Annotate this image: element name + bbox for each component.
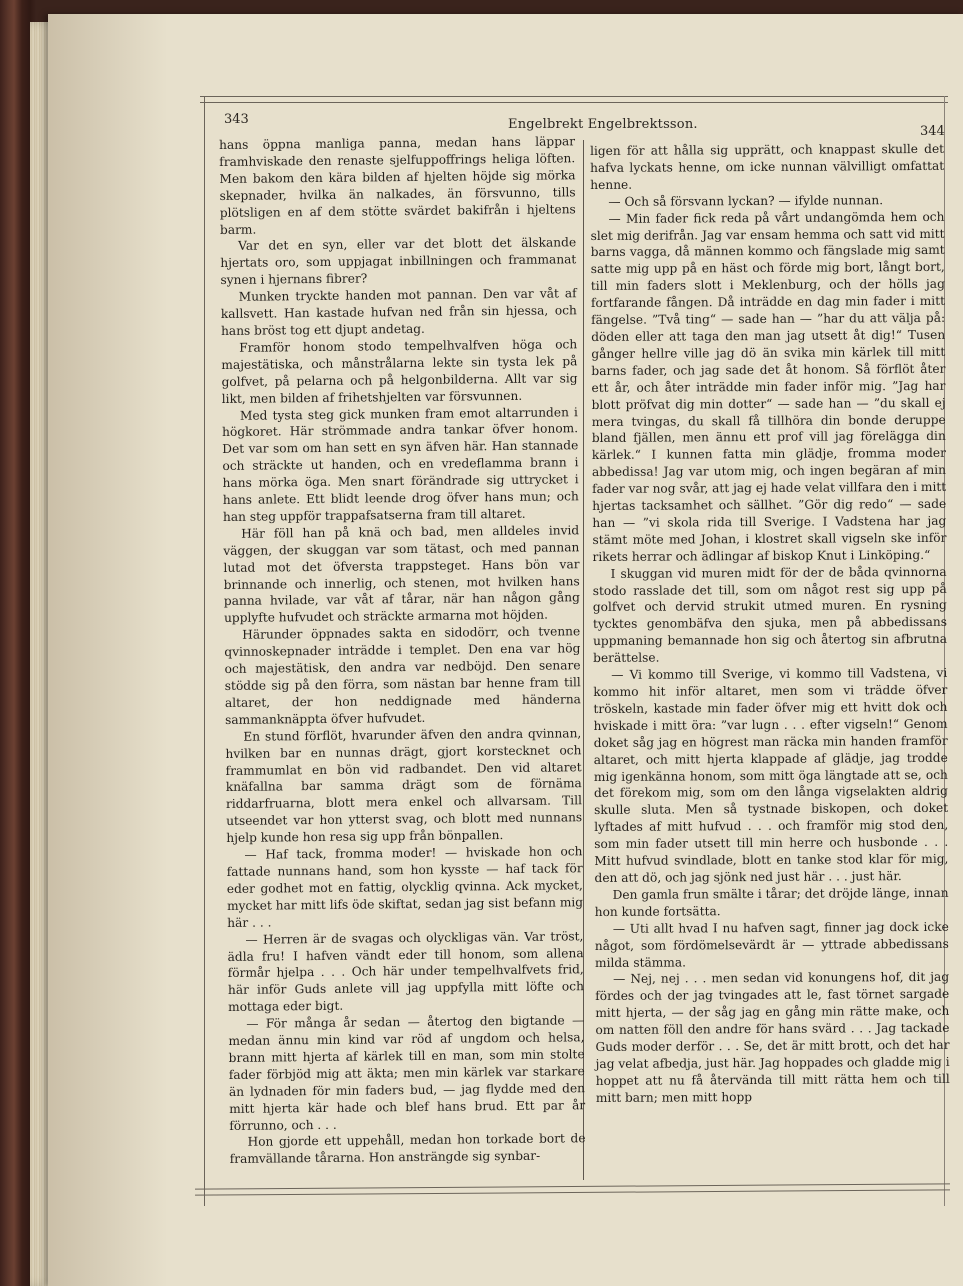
paragraph: — Nej, nej . . . men sedan vid konungens hof, dit jag fördes och der jag tvingades att le, fast törnet sargade mitt hjerta, — der såg jag en gång min rätte make, och om natten föll den andre för hans svärd . . . Jag tackade Guds moder derför . . . Se, det är mitt brott, och det har jag velat afbedja, just här. Jag hoppades och gladde mig i hoppet att nu få återvända till mitt rätta hem och till mitt barn; men mitt hopp xyxy=(595,970,950,1105)
page-number-right: 344 xyxy=(920,124,945,139)
paragraph: hans öppna manliga panna, medan hans läppar framhviskade den renaste sjelfuppoffrings heliga löften. Men bakom den kära bilden af hjelten höjde sig mörka skepnader, hvilka än nalkades, än försvunno, tills plötsligen en af dem stötte svärdet bakifrån i hjeltens barm. xyxy=(219,134,576,237)
paragraph: Var det en syn, eller var det blott det älskande hjertats oro, som uppjagat inbillningen och frammanat synen i hjernans fibrer? xyxy=(220,235,577,288)
paragraph: — Vi kommo till Sverige, vi kommo till Vadstena, vi kommo hit inför altaret, men som vi trädde öfver tröskeln, kastade min fader öfver mig ett hvitt dok och hviskade i mitt öra: ”var lugn . . . efter vigseln!“ Genom doket såg jag en högrest man räcka min handen framför altaret, och mitt hjerta klappade af glädje, jag trodde mig igenkänna honom, som mitt öga längtade att se, och det förekom mig, som om den långa vigselakten aldrig skulle sluta. Men så tystnade biskopen, och doket lyftades af mitt hufvud . . . och framför mig stod den, som min fader utsett till min herre och husbonde . . . Mitt hufvud svindlade, blott en tanke stod klar för mig, den att dö, och jag sjönk ned just här . . . just här. xyxy=(593,665,949,885)
paragraph: Här föll han på knä och bad, men alldeles invid väggen, der skuggan var som tätast, och med pannan lutad mot det öfversta trappsteget. Hans bön var brinnande och innerlig, och stenen, mot hvilken hans panna hvilade, var våt af tårar, när han någon gång upplyfte hufvudet och sträckte armarna mot höjden. xyxy=(223,523,580,626)
paragraph: — Min fader fick reda på vårt undangömda hem och slet mig derifrån. Jag var ensam hemma och satt vid mitt barns vagga, då männen kommo och fängslade mig samt satte mig upp på en häst och förde mig bort, långt bort, till min faders slott i Meklenburg, och der hölls jag fortfarande fången. Då inträdde en dag min fader i mitt fängelse. ”Två ting“ — sade han — ”har du att välja på: döden eller att taga den man jag utsett åt dig!“ Tusen gånger hellre ville jag dö än svika min kärlek till mitt barns fader, och jag sade det åt honom. Så förflöt åter ett år, och åter inträdde min fader inför mig. ”Jag har blott pröfvat dig min dotter“ — sade han — ”du skall ej mera tvingas, du skall få tillhöra din bonde deruppe bland fjällen, men ännu ett prof vill jag förelägga din kärlek.“ I kunnen fatta min glädje, fromma moder abbedissa! Jag var utom mig, och ingen begäran af min fader var nog svår, att jag ej hade velat villfara den i mitt hjertas tacksamhet och sällhet. ”Gör dig redo“ — sade han — ”vi skola rida till Sverige. I Vadstena har jag stämt möte med Johan, i klostret skall vigseln ske inför rikets herrar och ädlingar af biskop Knut i Linköping.“ xyxy=(590,209,947,564)
paragraph: Med tysta steg gick munken fram emot altarrunden i högkoret. Här strömmade andra tankar öfver honom. Det var som om han sett en syn äfven här. Han stannade och sträckte ut handen, och en vredeflamma brann i hans mörka öga. Men snart förändrade sig uttrycket i hans anlete. Ett blidt leende drog öfver hans mun; och han steg uppför trappafsatserna fram till altaret. xyxy=(222,404,579,524)
paragraph: Munken tryckte handen mot pannan. Den var våt af kallsvett. Han kastade hufvan ned från sin hjessa, och hans bröst tog ett djupt andetag. xyxy=(220,286,577,338)
paragraph: Härunder öppnades sakta en sidodörr, och tvenne qvinnoskepnader inträdde i templet. Den ena var hög och majestätisk, den andra var nedböjd. Den senare stödde sig på den förra, som nästan bar henne fram till altaret, der hon neddignade med händerna sammanknäppta öfver hufvudet. xyxy=(224,624,581,727)
paragraph: — Och så försvann lyckan? — ifylde nunnan. xyxy=(608,192,884,209)
paragraph: — Uti allt hvad I nu hafven sagt, finner jag dock icke något, som fördömelsevärdt är — yttrade abbedissans milda stämma. xyxy=(594,919,949,970)
paragraph: — Haf tack, fromma moder! — hviskade hon och fattade nunnans hand, som hon kysste — haf tack för eder godhet mot en fattig, olycklig qvinna. Ack mycket, mycket har mitt lifs öde skiftat, sedan jag sist befann mig här . . . xyxy=(226,844,584,930)
running-head-title: Engelbrekt Engelbrektsson. xyxy=(508,117,698,132)
left-rule xyxy=(204,96,205,1206)
paragraph: ligen för att hålla sig upprätt, och knappast skulle det hafva lyckats henne, om icke nunnan välvilligt omfattat henne. xyxy=(590,141,945,192)
left-column xyxy=(219,133,586,1168)
page-number-left: 343 xyxy=(224,112,249,127)
paragraph: Framför honom stodo tempelhvalfven höga och majestätiska, och månstrålarna lekte sin tysta lek på golfvet, på pelarna och på helgonbilderna. Allt var sig likt, men bilden af frihetshjelten var försvunnen. xyxy=(221,337,578,406)
top-rule xyxy=(200,96,948,103)
paragraph: Hon gjorde ett uppehåll, medan hon torkade bort de framvällande tårarna. Hon ansträngde sig synbar- xyxy=(229,1131,586,1167)
right-column xyxy=(590,141,950,1107)
paragraph: — För många år sedan — återtog den bigtande — medan ännu min kind var röd af ungdom och helsa, brann mitt hjerta af kärlek till en man, som min stolte fader förbjöd mig att äkta; men min kärlek var starkare än lydnaden för min faders bud, — jag flydde med den mitt hjerta kär hade och blef hans brud. Ett par år förrunno, och . . . xyxy=(228,1013,586,1133)
paragraph: I skuggan vid muren midt för der de båda qvinnorna stodo rasslade det till, som om något rest sig upp på golfvet och dervid strukit utmed muren. En rysning tycktes genombäfva den sjuka, men på abbedissans uppmaning bemannade hon sig och återtog sin afbrutna berättelse. xyxy=(592,564,948,666)
paragraph: Den gamla frun smälte i tårar; det dröjde länge, innan hon kunde fortsätta. xyxy=(594,885,949,919)
paragraph: En stund förflöt, hvarunder äfven den andra qvinnan, hvilken bar en nunnas drägt, gjort korstecknet och frammumlat en bön vid radbandet. Den vid altaret knäfallna bar samma drägt som de förnäma riddarfruarna, blott mera enkel och allvarsam. Till utseendet var hon ytterst svag, och blott med nunnans hjelp kunde hon resa sig upp från bönpallen. xyxy=(225,725,583,846)
paragraph: — Herren är de svagas och olyckligas vän. Var tröst, ädla fru! I hafven vändt eder till honom, som allena förmår hjelpa . . . Och här under tempelhvalfvets frid, här inför Guds anlete vill jag uppfylla mitt löfte och mottaga eder bigt. xyxy=(227,928,584,1015)
